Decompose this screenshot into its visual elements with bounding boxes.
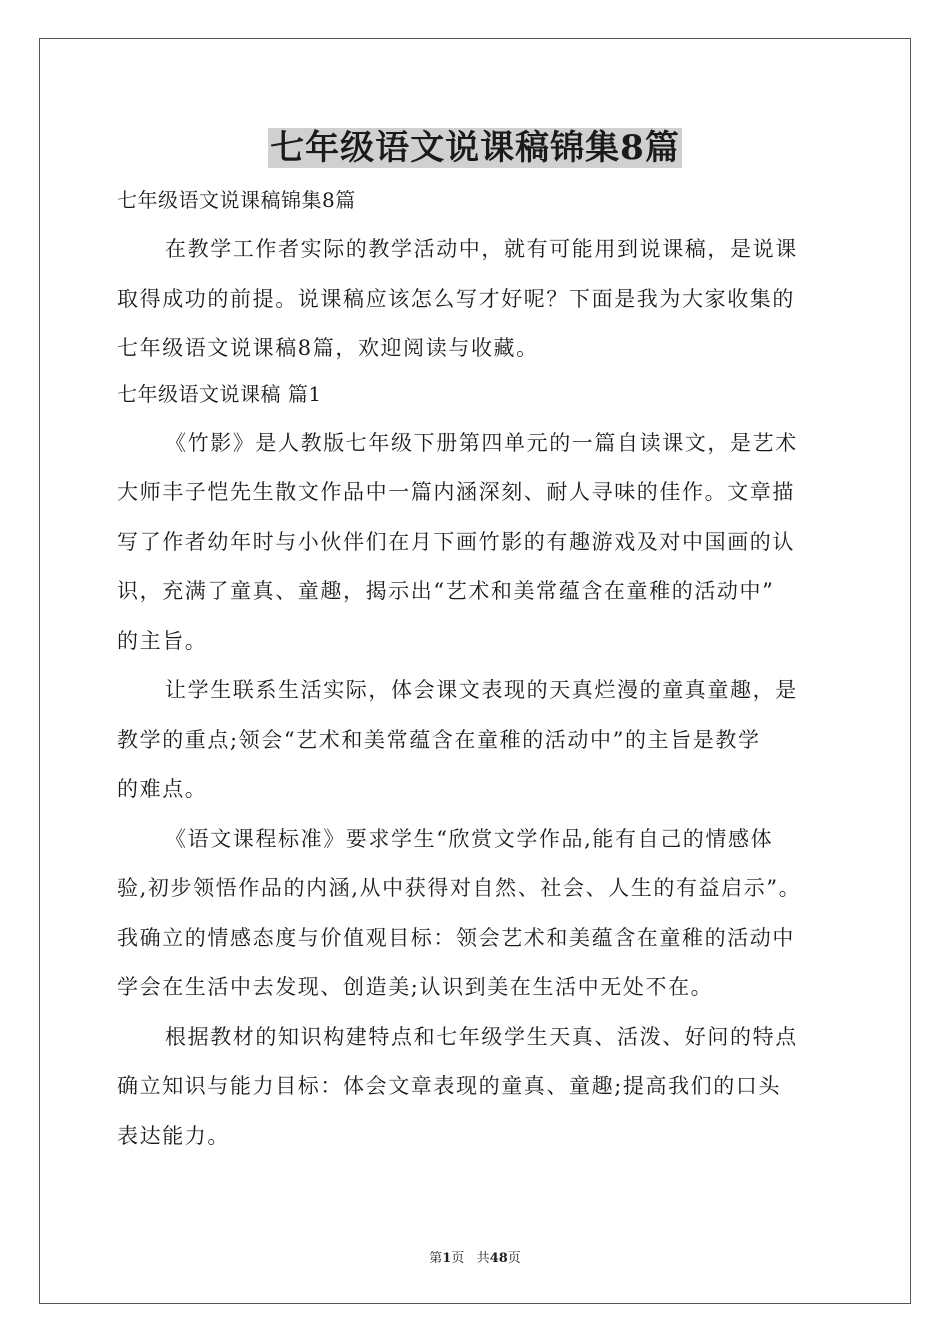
paragraph-line: 根据教材的知识构建特点和七年级学生天真、活泼、好问的特点	[165, 1024, 798, 1049]
page-prefix: 第	[429, 1251, 443, 1266]
page-footer	[0, 1250, 950, 1268]
total-prefix: 共	[476, 1251, 490, 1266]
paragraph-line: 写了作者幼年时与小伙伴们在月下画竹影的有趣游戏及对中国画的认	[117, 529, 795, 554]
paragraph-line: 七年级语文说课稿8篇，欢迎阅读与收藏。	[117, 336, 539, 360]
total-pages: 48	[489, 1251, 508, 1266]
paragraph-line: 识，充满了童真、童趣，揭示出“艺术和美常蕴含在童稚的活动中”	[117, 579, 775, 603]
paragraph-line: 《语文课程标准》要求学生“欣赏文学作品,能有自己的情感体	[165, 826, 774, 851]
page-suffix: 页	[451, 1251, 465, 1266]
paragraph-line: 大师丰子恺先生散文作品中一篇内涵深刻、耐人寻味的佳作。文章描	[117, 480, 795, 504]
document-title-text: 七年级语文说课稿锦集8篇	[270, 128, 680, 168]
paragraph-line: 让学生联系生活实际，体会课文表现的天真烂漫的童真童趣，是	[165, 678, 798, 702]
paragraph-line: 《竹影》是人教版七年级下册第四单元的一篇自读课文，是艺术	[165, 430, 798, 455]
paragraph-line: 的主旨。	[117, 628, 208, 653]
body-heading: 七年级语文说课稿锦集8篇	[117, 188, 356, 212]
paragraph-line: 确立知识与能力目标：体会文章表现的童真、童趣;提高我们的口头	[117, 1074, 782, 1098]
paragraph-line: 的难点。	[117, 777, 208, 801]
document-title	[0, 124, 950, 172]
paragraph-line: 学会在生活中去发现、创造美;认识到美在生活中无处不在。	[117, 975, 714, 999]
document-body	[117, 180, 837, 1161]
paragraph-line: 验,初步领悟作品的内涵,从中获得对自然、社会、人生的有益启示”。	[117, 876, 802, 900]
paragraph-line: 我确立的情感态度与价值观目标：领会艺术和美蕴含在童稚的活动中	[117, 925, 795, 950]
paragraph-line: 在教学工作者实际的教学活动中，就有可能用到说课稿，是说课	[165, 237, 798, 261]
paragraph-line: 教学的重点;领会“艺术和美常蕴含在童稚的活动中”的主旨是教学	[117, 727, 761, 752]
paragraph-line: 表达能力。	[117, 1123, 230, 1148]
section-heading: 七年级语文说课稿 篇1	[117, 381, 322, 406]
page-number: 1	[442, 1251, 452, 1266]
paragraph-line: 取得成功的前提。说课稿应该怎么写才好呢？下面是我为大家收集的	[117, 286, 795, 311]
total-suffix: 页	[507, 1251, 521, 1266]
